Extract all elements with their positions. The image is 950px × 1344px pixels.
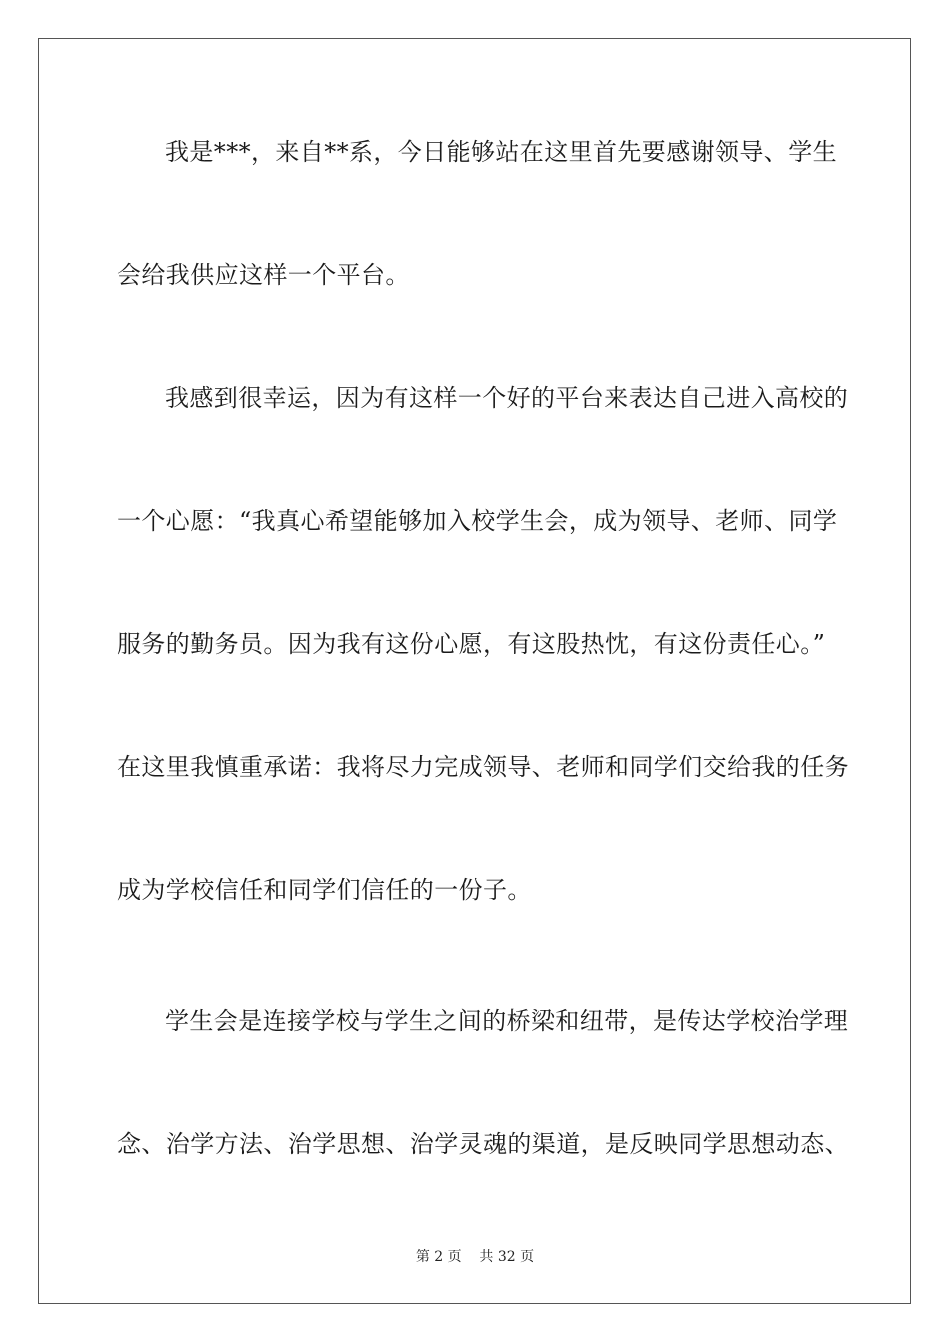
paragraph-line: 成为学校信任和同学们信任的一份子。: [117, 876, 532, 904]
paragraph-line: 我感到很幸运，因为有这样一个好的平台来表达自己进入高校的: [165, 384, 849, 412]
paragraph-line: 服务的勤务员。因为我有这份心愿，有这股热忱，有这份责任心。”: [117, 630, 826, 658]
paragraph-line: 会给我供应这样一个平台。: [117, 261, 410, 289]
paragraph-line: 念、治学方法、治学思想、治学灵魂的渠道，是反映同学思想动态、: [117, 1130, 849, 1158]
page-number-footer: 第 2 页 共 32 页: [415, 1249, 535, 1265]
paragraph-line: 在这里我慎重承诺：我将尽力完成领导、老师和同学们交给我的任务: [117, 753, 849, 781]
paragraph-line: 我是***，来自**系，今日能够站在这里首先要感谢领导、学生: [165, 138, 837, 166]
paragraph-line: 一个心愿：“我真心希望能够加入校学生会，成为领导、老师、同学: [117, 507, 838, 535]
page-border: [38, 38, 911, 1304]
paragraph-line: 学生会是连接学校与学生之间的桥梁和纽带，是传达学校治学理: [165, 1007, 849, 1035]
